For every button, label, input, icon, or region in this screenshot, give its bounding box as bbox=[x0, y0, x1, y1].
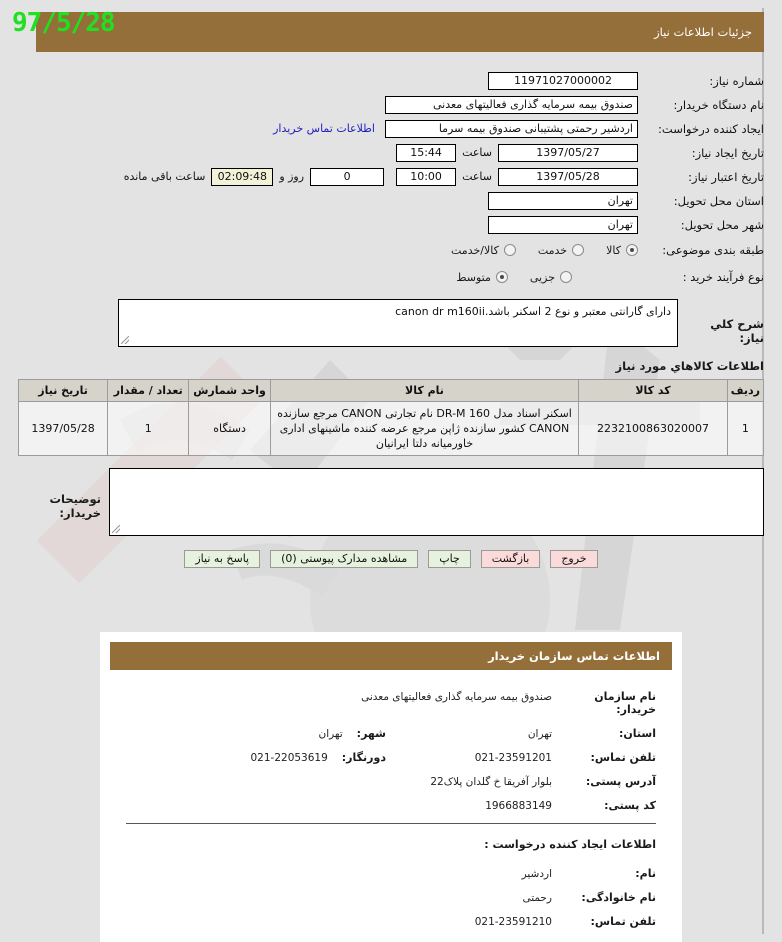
contact-phone-value: 021-23591201 bbox=[474, 752, 552, 764]
respond-to-need-button[interactable]: پاسخ به نیاز bbox=[184, 550, 260, 568]
expire-date-field[interactable]: 1397/05/28 bbox=[498, 168, 638, 186]
radio-icon[interactable] bbox=[560, 271, 572, 283]
buyer-org-field[interactable]: صندوق بیمه سرمایه گذاری فعالیتهای معدنی bbox=[385, 96, 638, 114]
row-need-number bbox=[18, 70, 764, 91]
row-description bbox=[18, 299, 764, 347]
contact-province-city-row bbox=[126, 727, 656, 740]
expire-date-label: تاریخ اعتبار نیاز: bbox=[688, 169, 764, 184]
contact-postal-label: کد پستی: bbox=[604, 799, 656, 812]
contact-postal-row bbox=[126, 799, 656, 812]
contact-province-label: استان: bbox=[619, 727, 656, 740]
category-option-goods-service[interactable] bbox=[451, 244, 516, 257]
radio-icon[interactable] bbox=[496, 271, 508, 283]
city-label: شهر محل تحویل: bbox=[680, 217, 764, 232]
contact-panel-body bbox=[100, 680, 682, 942]
exit-button[interactable]: خروج bbox=[550, 550, 597, 568]
contact-org-value: صندوق بیمه سرمایه گذاری فعالیتهای معدنی bbox=[361, 691, 552, 703]
requester-phone-row bbox=[126, 915, 656, 928]
row-category bbox=[18, 238, 764, 262]
category-radio-group bbox=[429, 244, 638, 257]
cell-index: 1 bbox=[727, 402, 763, 456]
row-create-date bbox=[18, 142, 764, 163]
cell-code: 2232100863020007 bbox=[579, 402, 728, 456]
radio-icon[interactable] bbox=[572, 244, 584, 256]
category-option-goods-label: کالا bbox=[606, 243, 621, 257]
requester-last-name-label: نام خانوادگی: bbox=[581, 891, 656, 904]
process-type-option-medium-label: متوسط bbox=[456, 270, 491, 284]
expire-time-label: ساعت bbox=[462, 170, 492, 183]
print-button[interactable]: چاپ bbox=[428, 550, 471, 568]
cell-unit: دستگاه bbox=[189, 402, 270, 456]
category-option-goods-service-label: کالا/خدمت bbox=[451, 243, 499, 257]
requester-phone-label: تلفن تماس: bbox=[590, 915, 656, 928]
countdown-timer: 02:09:48 bbox=[211, 168, 273, 186]
process-type-label: نوع فرآیند خرید : bbox=[682, 270, 764, 284]
col-code: کد کالا bbox=[579, 380, 728, 402]
buyer-notes-label: توضیحات خریدار: bbox=[49, 492, 101, 520]
category-option-goods[interactable] bbox=[606, 244, 638, 257]
description-label: شرح کلي نیاز: bbox=[710, 317, 764, 345]
contact-province-value: تهران bbox=[527, 728, 552, 740]
row-process-type bbox=[18, 265, 764, 289]
need-details-form bbox=[18, 70, 764, 568]
requester-last-name-row bbox=[126, 891, 656, 904]
city-field[interactable]: تهران bbox=[488, 216, 638, 234]
date-stamp-overlay: 97/5/28 bbox=[12, 8, 115, 38]
process-type-option-minor[interactable] bbox=[530, 271, 572, 284]
need-number-field[interactable]: 11971027000002 bbox=[488, 72, 638, 90]
cell-need-date: 1397/05/28 bbox=[19, 402, 108, 456]
category-option-service-label: خدمت bbox=[537, 243, 568, 257]
process-type-option-minor-label: جزیی bbox=[529, 270, 555, 284]
col-unit: واحد شمارش bbox=[189, 380, 270, 402]
create-date-label: تاریخ ایجاد نیاز: bbox=[691, 145, 764, 160]
contact-phone-fax-row bbox=[126, 751, 656, 764]
buyer-org-label: نام دستگاه خریدار: bbox=[673, 97, 764, 112]
contact-city-label: شهر: bbox=[356, 727, 386, 740]
row-requester bbox=[18, 118, 764, 139]
province-field[interactable]: تهران bbox=[488, 192, 638, 210]
create-time-field[interactable]: 15:44 bbox=[396, 144, 456, 162]
contact-address-value: بلوار آفریقا خ گلدان پلاک22 bbox=[430, 776, 552, 788]
create-date-field[interactable]: 1397/05/27 bbox=[498, 144, 638, 162]
page-title-bar bbox=[36, 12, 764, 52]
col-qty: تعداد / مقدار bbox=[108, 380, 189, 402]
category-option-service[interactable] bbox=[538, 244, 584, 257]
contact-phone-label: تلفن تماس: bbox=[590, 751, 656, 764]
requester-last-name-value: رحمتی bbox=[522, 892, 552, 904]
radio-icon[interactable] bbox=[504, 244, 516, 256]
contact-org-row bbox=[126, 690, 656, 716]
contact-address-row bbox=[126, 775, 656, 788]
requester-first-name-label: نام: bbox=[635, 867, 656, 880]
items-table bbox=[18, 379, 764, 456]
category-label: طبقه بندی موضوعی: bbox=[662, 243, 764, 257]
process-type-option-medium[interactable] bbox=[456, 271, 508, 284]
row-buyer-notes bbox=[18, 468, 764, 536]
contact-panel-title: اطلاعات تماس سازمان خریدار bbox=[488, 649, 660, 663]
table-row[interactable] bbox=[19, 402, 764, 456]
expire-time-field[interactable]: 10:00 bbox=[396, 168, 456, 186]
province-label: استان محل تحویل: bbox=[673, 193, 764, 208]
requester-first-name-row bbox=[126, 867, 656, 880]
buyer-contact-link[interactable]: اطلاعات تماس خریدار bbox=[273, 122, 375, 135]
requester-first-name-value: اردشیر bbox=[521, 868, 552, 880]
requester-field[interactable]: اردشیر رحمتی پشتیبانی صندوق بیمه سرما bbox=[385, 120, 638, 138]
buyer-notes-textarea[interactable] bbox=[109, 468, 764, 536]
row-buyer-org bbox=[18, 94, 764, 115]
remaining-days-field: 0 bbox=[310, 168, 384, 186]
contact-city-value: تهران bbox=[318, 728, 343, 740]
col-need-date: تاریخ نیاز bbox=[19, 380, 108, 402]
row-city bbox=[18, 214, 764, 235]
cell-name: اسکنر اسناد مدل DR-M 160 نام تجارتی CANON مرجع سازنده CANON کشور سازنده ژاپن مرجع عرضه کننده ماشینهای اداری خاورمیانه دلتا ایرانیان bbox=[270, 402, 579, 456]
view-attachments-button[interactable]: مشاهده مدارک پیوستی (0) bbox=[270, 550, 418, 568]
col-index: ردیف bbox=[727, 380, 763, 402]
contact-panel-title-bar bbox=[110, 642, 672, 670]
requester-phone-value: 021-23591210 bbox=[474, 916, 552, 928]
description-textarea[interactable]: دارای گارانتی معتبر و نوع 2 اسکنر باشد.canon dr m160ii bbox=[118, 299, 678, 347]
buyer-contact-panel bbox=[100, 632, 682, 942]
contact-fax-label: دورنگار: bbox=[341, 751, 386, 764]
contact-divider bbox=[126, 823, 656, 824]
remaining-hours-label: ساعت باقی مانده bbox=[123, 170, 206, 183]
need-number-label: شماره نیاز: bbox=[709, 73, 764, 88]
table-header-row bbox=[19, 380, 764, 402]
contact-address-label: آدرس پستی: bbox=[585, 775, 656, 788]
page-title: جزئیات اطلاعات نیاز bbox=[654, 25, 752, 39]
radio-icon[interactable] bbox=[626, 244, 638, 256]
process-type-radio-group bbox=[434, 271, 638, 284]
contact-fax-value: 021-22053619 bbox=[250, 752, 328, 764]
action-button-bar bbox=[18, 550, 764, 568]
requester-section-title: اطلاعات ایجاد کننده درخواست : bbox=[484, 838, 656, 851]
items-section-title: اطلاعات کالاهاي مورد نیاز bbox=[615, 359, 764, 373]
days-label: روز و bbox=[279, 170, 305, 183]
cell-qty: 1 bbox=[108, 402, 189, 456]
row-province bbox=[18, 190, 764, 211]
contact-postal-value: 1966883149 bbox=[485, 800, 552, 812]
back-button[interactable]: بازگشت bbox=[481, 550, 541, 568]
requester-label: ایجاد کننده درخواست: bbox=[658, 121, 764, 136]
col-name: نام کالا bbox=[270, 380, 579, 402]
row-expire-date bbox=[18, 166, 764, 187]
create-time-label: ساعت bbox=[462, 146, 492, 159]
contact-org-label: نام سازمان خریدار: bbox=[594, 690, 656, 716]
